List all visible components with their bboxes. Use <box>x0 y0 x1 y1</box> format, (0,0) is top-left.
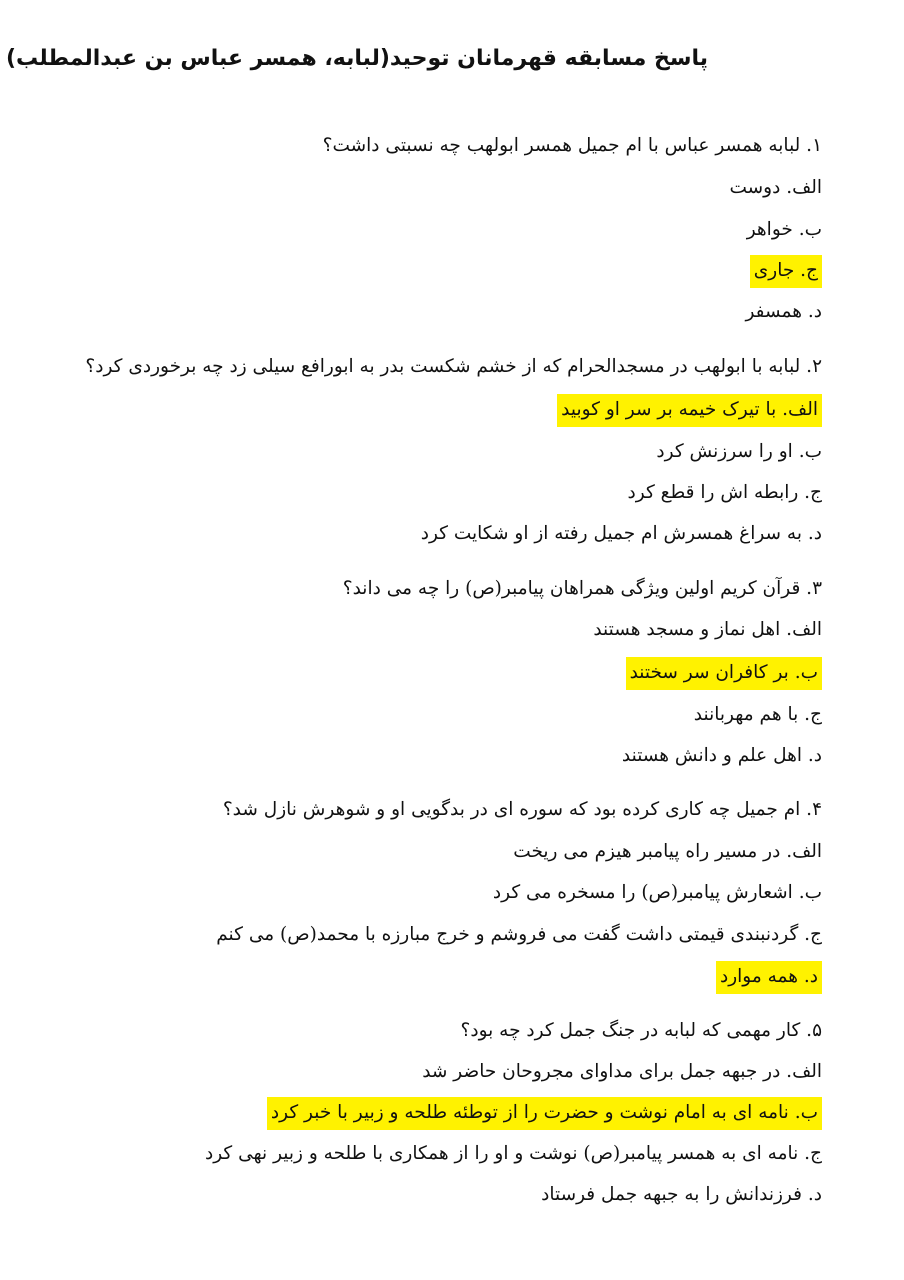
q5-option-d: د. فرزندانش را به جبهه جمل فرستاد <box>541 1184 822 1205</box>
q1-option-d: د. همسفر <box>745 301 822 322</box>
q5-option-c: ج. نامه ای به همسر پیامبر(ص) نوشت و او را از همکاری با طلحه و زبیر نهی کرد <box>204 1143 822 1164</box>
q3-option-a: الف. اهل نماز و مسجد هستند <box>593 619 822 640</box>
question-5: ۵. کار مهمی که لبابه در جنگ جمل کرد چه بود؟ <box>460 1020 822 1041</box>
question-4: ۴. ام جمیل چه کاری کرده بود که سوره ای در بدگویی او و شوهرش نازل شد؟ <box>222 799 822 820</box>
correct-answer-highlight: ج. جاری <box>750 255 822 288</box>
q4-option-b: ب. اشعارش پیامبر(ص) را مسخره می کرد <box>492 882 822 903</box>
question-3: ۳. قرآن کریم اولین ویژگی همراهان پیامبر(ص) را چه می داند؟ <box>342 578 822 599</box>
q5-option-b-correct <box>267 1101 822 1125</box>
correct-answer-highlight: الف. با تیرک خیمه بر سر او کوبید <box>557 394 822 427</box>
question-1: ۱. لبابه همسر عباس با ام جمیل همسر ابولهب چه نسبتی داشت؟ <box>322 135 822 156</box>
question-2: ۲. لبابه با ابولهب در مسجدالحرام که از خشم شکست بدر به ابورافع سیلی زد چه برخوردی کرد؟ <box>85 356 822 377</box>
q3-option-d: د. اهل علم و دانش هستند <box>621 745 822 766</box>
correct-answer-highlight: د. همه موارد <box>716 961 822 994</box>
q3-option-c: ج. با هم مهربانند <box>693 704 822 725</box>
q4-option-c: ج. گردنبندی قیمتی داشت گفت می فروشم و خرج مبارزه با محمد(ص) می کنم <box>216 924 822 945</box>
q2-option-b: ب. او را سرزنش کرد <box>656 441 822 462</box>
q2-option-c: ج. رابطه اش را قطع کرد <box>627 482 822 503</box>
q5-option-a: الف. در جبهه جمل برای مداوای مجروحان حاضر شد <box>422 1061 822 1082</box>
q1-option-c-correct <box>750 259 822 283</box>
q1-option-b: ب. خواهر <box>746 219 822 240</box>
q1-option-a: الف. دوست <box>729 177 822 198</box>
q2-option-d: د. به سراغ همسرش ام جمیل رفته از او شکایت کرد <box>420 523 822 544</box>
correct-answer-highlight: ب. بر کافران سر سختند <box>626 657 822 690</box>
q3-option-b-correct <box>626 661 822 685</box>
correct-answer-highlight: ب. نامه ای به امام نوشت و حضرت را از توطئه طلحه و زبیر با خبر کرد <box>267 1097 822 1130</box>
q4-option-d-correct <box>716 965 822 989</box>
q4-option-a: الف. در مسیر راه پیامبر هیزم می ریخت <box>513 841 822 862</box>
q2-option-a-correct <box>557 398 822 422</box>
page-title: پاسخ مسابقه قهرمانان توحید(لبابه، همسر عباس بن عبدالمطلب) <box>5 46 708 71</box>
